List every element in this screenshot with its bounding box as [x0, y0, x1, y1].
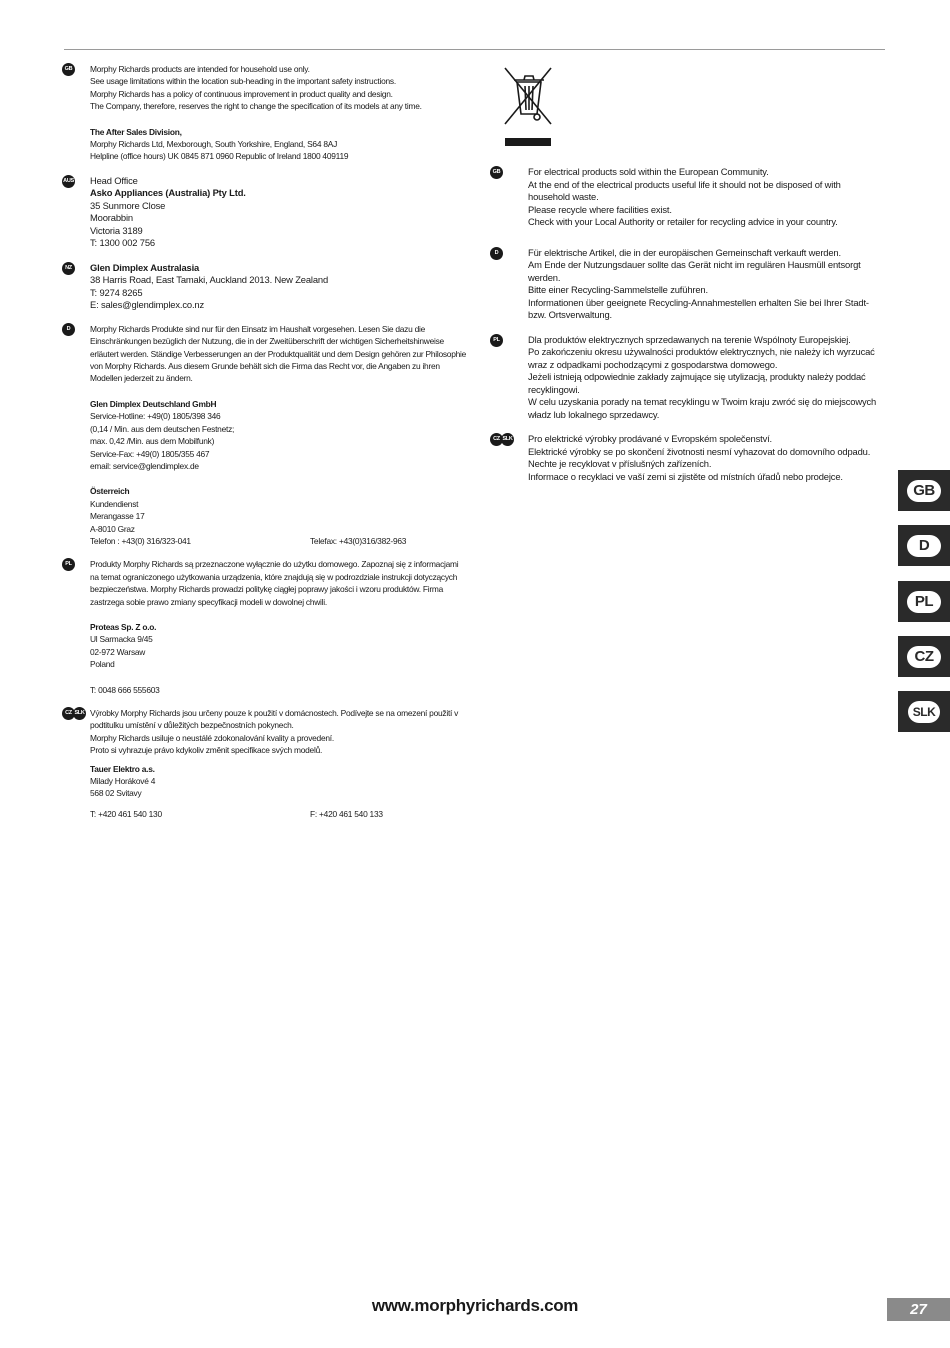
- language-tab-label: PL: [907, 591, 941, 613]
- austria-line: Kundendienst: [90, 498, 139, 509]
- gb-flag-icon: GB: [490, 166, 503, 179]
- d-usage-line: Einschränkungen bezüglich der Nutzung, die in der Zweitüberschrift der wichtigen Sicherheitshinweise: [90, 336, 444, 347]
- left-column: [62, 63, 467, 820]
- cz-recycling-line: Nechte je recyklovat v příslušných zařízeních.: [528, 458, 712, 469]
- gb-recycling-line: At the end of the electrical products useful life it should not be disposed of with: [528, 178, 841, 190]
- language-tab-label: GB: [907, 480, 941, 502]
- language-tab-label: CZ: [907, 646, 941, 668]
- d-recycling-line: werden.: [528, 271, 561, 283]
- d-recycling-line: Bitte einer Recycling-Sammelstelle zuführen.: [528, 284, 708, 295]
- header-rule: [64, 49, 885, 50]
- d-recycling-section: [490, 247, 890, 322]
- cz-usage-line: Morphy Richards usiluje o neustálé zdokonalování kvality a provedení.: [90, 732, 334, 743]
- aus-address-line: 35 Sunmore Close: [90, 199, 166, 211]
- cz-flag-icon: CZ: [490, 433, 503, 446]
- cz-usage-line: podtitulku umístění v důležitých bezpečnostních pokynech.: [90, 720, 294, 731]
- cz-company: Tauer Elektro a.s.: [90, 763, 155, 774]
- d-flag-icon: D: [490, 247, 503, 260]
- after-sales-line: Helpline (office hours) UK 0845 871 0960 Republic of Ireland 1800 409119: [90, 151, 349, 162]
- pl-usage-line: Produkty Morphy Richards są przeznaczone wyłącznie do użytku domowego. Zapoznaj się z informacjami: [90, 559, 459, 570]
- pl-usage-line: na temat ograniczonego użytkowania urządzenia, które znajdują się w podrozdziale instrukcji dotyczących: [90, 571, 458, 582]
- nz-email: E: sales@glendimplex.co.nz: [90, 299, 205, 311]
- cz-recycling-line: Informace o recyklaci ve vaší zemi si zjistěte od místních úřadů nebo prodejce.: [528, 470, 843, 482]
- cz-usage-line: Výrobky Morphy Richards jsou určeny pouze k použití v domácnostech. Podívejte se na omezení použití v: [90, 708, 459, 718]
- austria-line: Merangasse 17: [90, 511, 145, 522]
- d-company: Glen Dimplex Deutschland GmbH: [90, 398, 217, 409]
- nz-address: 38 Harris Road, East Tamaki, Auckland 2013. New Zealand: [90, 274, 329, 286]
- aus-company: Asko Appliances (Australia) Pty Ltd.: [90, 187, 246, 199]
- aus-section: [62, 175, 462, 250]
- language-tab-slk: [898, 691, 950, 732]
- gb-usage-line: The Company, therefore, reserves the right to change the specification of its models at any time.: [90, 101, 422, 112]
- cz-flag-icon: CZ: [62, 707, 75, 720]
- austria-fax: Telefax: +43(0)316/382-963: [310, 535, 407, 546]
- d-usage-line: von Morphy Richards. Aus diesem Grunde behält sich die Firma das Recht vor, die Angaben zu ihren: [90, 361, 440, 372]
- d-recycling-line: Für elektrische Artikel, die in der europäischen Gemeinschaft verkauft werden.: [528, 246, 841, 258]
- d-hotline: Service-Hotline: +49(0) 1805/398 346: [90, 411, 221, 422]
- language-tab-pl: [898, 581, 950, 622]
- pl-recycling-line: Dla produktów elektrycznych sprzedawanych na terenie Wspólnoty Europejskiej.: [528, 333, 851, 345]
- pl-recycling-section: [490, 334, 890, 422]
- pl-usage-section: [62, 558, 462, 696]
- nz-company: Glen Dimplex Australasia: [90, 261, 200, 273]
- cz-fax: F: +420 461 540 133: [310, 808, 383, 819]
- pl-flag-icon: PL: [62, 558, 75, 571]
- cz-phone: T: +420 461 540 130: [90, 808, 162, 819]
- language-tab-cz: [898, 636, 950, 677]
- crossed-out-wheelie-bin-icon: [501, 64, 555, 148]
- pl-recycling-line: Jeżeli istnieją odpowiednie zakłady zajmujące się utylizacją, produkty należy poddać: [528, 371, 866, 382]
- austria-phone: Telefon : +43(0) 316/323-041: [90, 535, 191, 546]
- pl-recycling-line: W celu uzyskania porady na temat recyklingu w Twoim kraju zwróć się do miejscowych: [528, 396, 877, 407]
- gb-flag-icon: GB: [62, 63, 75, 76]
- cz-usage-line: Proto si vyhrazuje právo kdykoliv změnit specifikace svých modelů.: [90, 745, 323, 756]
- d-usage-line: Modellen jederzeit zu ändern.: [90, 373, 193, 384]
- pl-address-line: 02-972 Warsaw: [90, 646, 146, 657]
- language-tab-gb: [898, 470, 950, 511]
- pl-address-line: Ul Sarmacka 9/45: [90, 634, 153, 645]
- austria-line: A-8010 Graz: [90, 523, 135, 534]
- nz-phone: T: 9274 8265: [90, 286, 143, 298]
- language-tab-label: D: [907, 535, 941, 557]
- d-flag-icon: D: [62, 323, 75, 336]
- pl-flag-icon: PL: [490, 334, 503, 347]
- gb-recycling-line: household waste.: [528, 191, 599, 202]
- pl-recycling-line: władz lub lokalnego sprzedawcy.: [528, 408, 660, 420]
- aus-phone: T: 1300 002 756: [90, 237, 155, 249]
- d-recycling-line: Informationen über geeignete Recycling-Annahmestellen erhalten Sie bei Ihrer Stadt-: [528, 296, 869, 308]
- aus-flag-icon: AUS: [62, 175, 75, 188]
- d-landline-rate: (0,14 / Min. aus dem deutschen Festnetz;: [90, 423, 235, 434]
- aus-address-line: Victoria 3189: [90, 224, 143, 236]
- nz-flag-icon: NZ: [62, 262, 75, 275]
- pl-company: Proteas Sp. Z o.o.: [90, 621, 157, 632]
- gb-recycling-line: Please recycle where facilities exist.: [528, 203, 672, 215]
- after-sales-line: Morphy Richards Ltd, Mexborough, South Yorkshire, England, S64 8AJ: [90, 139, 338, 150]
- gb-usage-line: Morphy Richards products are intended for household use only.: [90, 64, 310, 74]
- pl-usage-line: zastrzega sobie prawo zmiany specyfikacji modeli w dowolnej chwili.: [90, 596, 327, 607]
- pl-recycling-line: Po zakończeniu okresu używalności produktów elektrycznych, nie należy ich wyrzucać: [528, 346, 875, 357]
- cz-address-line: 568 02 Svitavy: [90, 788, 142, 799]
- gb-recycling-line: Check with your Local Authority or retailer for recycling advice in your country.: [528, 216, 838, 227]
- slk-flag-icon: SLK: [501, 433, 514, 446]
- aus-address-line: Moorabbin: [90, 212, 133, 224]
- website-url: www.morphyrichards.com: [371, 1296, 579, 1315]
- pl-phone: T: 0048 666 555603: [90, 684, 160, 695]
- d-usage-line: erläutert werden. Ständige Verbesserungen an der Produktqualität und dem Design gehören zur Philosophie: [90, 348, 467, 359]
- nz-section: [62, 262, 462, 312]
- d-recycling-line: Am Ende der Nutzungsdauer sollte das Gerät nicht im regulären Hausmüll entsorgt: [528, 259, 861, 270]
- d-mobile-rate: max. 0,42 /Min. aus dem Mobilfunk): [90, 436, 215, 447]
- aus-head-office: Head Office: [90, 174, 138, 186]
- cz-slk-flags: [490, 433, 512, 446]
- page-number: 27: [887, 1298, 950, 1321]
- after-sales-heading: The After Sales Division,: [90, 126, 182, 137]
- cz-usage-section: [62, 707, 462, 820]
- cz-recycling-section: [490, 433, 890, 483]
- right-column: [490, 166, 890, 483]
- pl-address-line: Poland: [90, 659, 115, 670]
- d-recycling-line: bzw. Ortsverwaltung.: [528, 309, 613, 320]
- d-email: email: service@glendimplex.de: [90, 460, 199, 471]
- pl-recycling-line: recyklingowi.: [528, 383, 580, 395]
- d-usage-line: Morphy Richards Produkte sind nur für den Einsatz im Haushalt vorgesehen. Lesen Sie dazu die: [90, 323, 425, 334]
- gb-usage-section: [62, 63, 462, 163]
- pl-recycling-line: wraz z odpadkami pochodzącymi z gospodarstwa domowego.: [528, 358, 778, 370]
- language-tab-label: SLK: [908, 701, 940, 723]
- d-usage-section: [62, 323, 467, 548]
- cz-recycling-line: Pro elektrické výrobky prodávané v Evropském společenství.: [528, 433, 773, 444]
- cz-address-line: Milady Horákové 4: [90, 776, 156, 787]
- language-tab-d: [898, 525, 950, 566]
- gb-recycling-line: For electrical products sold within the European Community.: [528, 166, 769, 177]
- slk-flag-icon: SLK: [73, 707, 86, 720]
- cz-slk-flags: [62, 707, 84, 720]
- gb-usage-line: Morphy Richards has a policy of continuous improvement in product quality and design.: [90, 88, 393, 99]
- pl-usage-line: bezpieczeństwa. Morphy Richards prowadzi politykę ciągłej poprawy jakości i wzoru produktów. Firma: [90, 584, 443, 595]
- gb-usage-line: See usage limitations within the location sub-heading in the important safety instructions.: [90, 76, 396, 87]
- gb-recycling-section: [490, 166, 890, 229]
- austria-heading: Österreich: [90, 486, 130, 497]
- d-fax: Service-Fax: +49(0) 1805/355 467: [90, 448, 210, 459]
- cz-recycling-line: Elektrické výrobky se po skončení životnosti nesmí vyhazovat do domovního odpadu.: [528, 445, 871, 457]
